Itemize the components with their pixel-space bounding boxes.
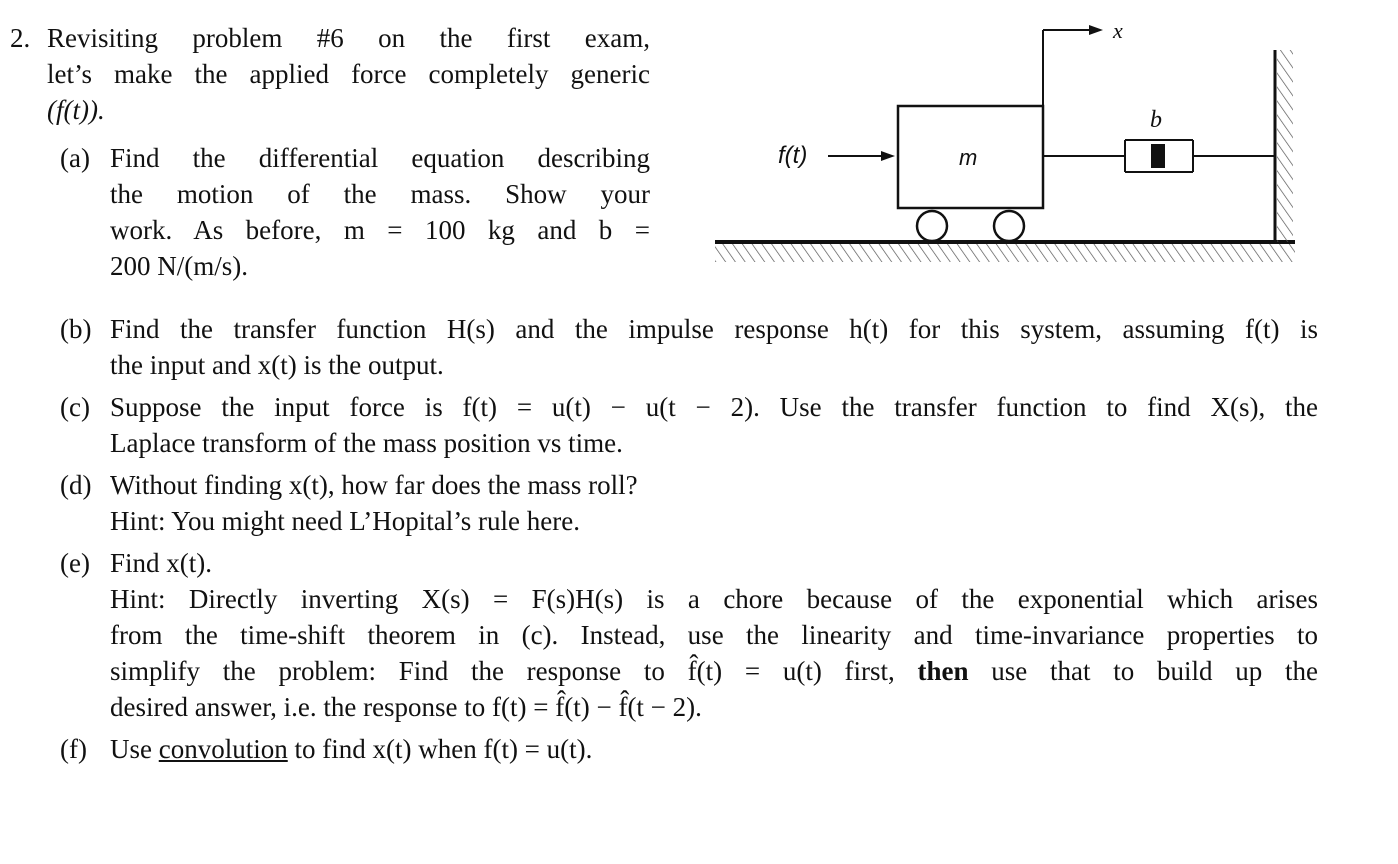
part-f-post: to find x(t) when f(t) = u(t). <box>287 734 593 764</box>
convolution-underlined: convolution <box>158 734 288 764</box>
part-e-line-4 <box>110 653 1318 689</box>
part-d-label: (d) <box>60 470 92 500</box>
intro-line-1: Revisiting problem #6 on the first exam, <box>47 23 650 53</box>
wheel-right <box>994 211 1024 241</box>
part-a-label: (a) <box>60 143 90 173</box>
mass-label: m <box>959 145 978 170</box>
wheel-left <box>917 211 947 241</box>
problem-number: 2. <box>10 23 31 53</box>
part-d-line-2: Hint: You might need L’Hopital’s rule here. <box>110 506 580 536</box>
part-e-label: (e) <box>60 548 90 578</box>
part-e-line-2: Hint: Directly inverting X(s) = F(s)H(s) is a chore because of the exponential which arises <box>110 584 1318 614</box>
part-a-line-3: work. As before, m = 100 kg and b = <box>110 215 650 245</box>
part-e-line-1: Find x(t). <box>110 548 213 578</box>
mass-damper-diagram <box>705 10 1305 280</box>
position-label: x <box>1113 18 1123 43</box>
damper-label: b <box>1150 107 1162 133</box>
part-c-line-2: Laplace transform of the mass position vs time. <box>110 428 623 458</box>
part-e-bold-then: then <box>917 656 969 686</box>
intro-line-2: let’s make the applied force completely generic <box>47 59 650 89</box>
part-b-line-1: Find the transfer function H(s) and the impulse response h(t) for this system, assuming f(t) is <box>110 314 1318 344</box>
part-a-line-1: Find the differential equation describing <box>110 143 650 173</box>
part-f-label: (f) <box>60 734 87 764</box>
part-a-line-2: the motion of the mass. Show your <box>110 179 650 209</box>
position-arrow <box>1043 25 1103 106</box>
part-f-pre: Use <box>110 734 159 764</box>
part-c-line-1: Suppose the input force is f(t) = u(t) − u(t − 2). Use the transfer function to find X(s), the <box>110 392 1318 422</box>
part-b-line-2: the input and x(t) is the output. <box>110 350 444 380</box>
force-label: f(t) <box>778 142 808 169</box>
part-e-line-4-post: use that to build up the <box>968 656 1318 686</box>
part-c-label: (c) <box>60 392 90 422</box>
intro-line-3: (f(t)). <box>47 95 105 125</box>
force-arrow <box>828 151 895 161</box>
part-d-line-1: Without finding x(t), how far does the mass roll? <box>110 470 638 500</box>
ground <box>715 242 1295 262</box>
part-e-line-5: desired answer, i.e. the response to f(t) = f̂(t) − f̂(t − 2). <box>110 692 702 722</box>
damper <box>1043 140 1275 172</box>
part-b-label: (b) <box>60 314 92 344</box>
part-a-line-4: 200 N/(m/s). <box>110 251 248 281</box>
part-e-line-4-pre: simplify the problem: Find the response to f̂(t) = u(t) first, <box>110 656 918 686</box>
wall <box>1275 50 1293 242</box>
part-e-line-3: from the time-shift theorem in (c). Instead, use the linearity and time-invariance properties to <box>110 620 1318 650</box>
part-f-line <box>110 731 592 767</box>
